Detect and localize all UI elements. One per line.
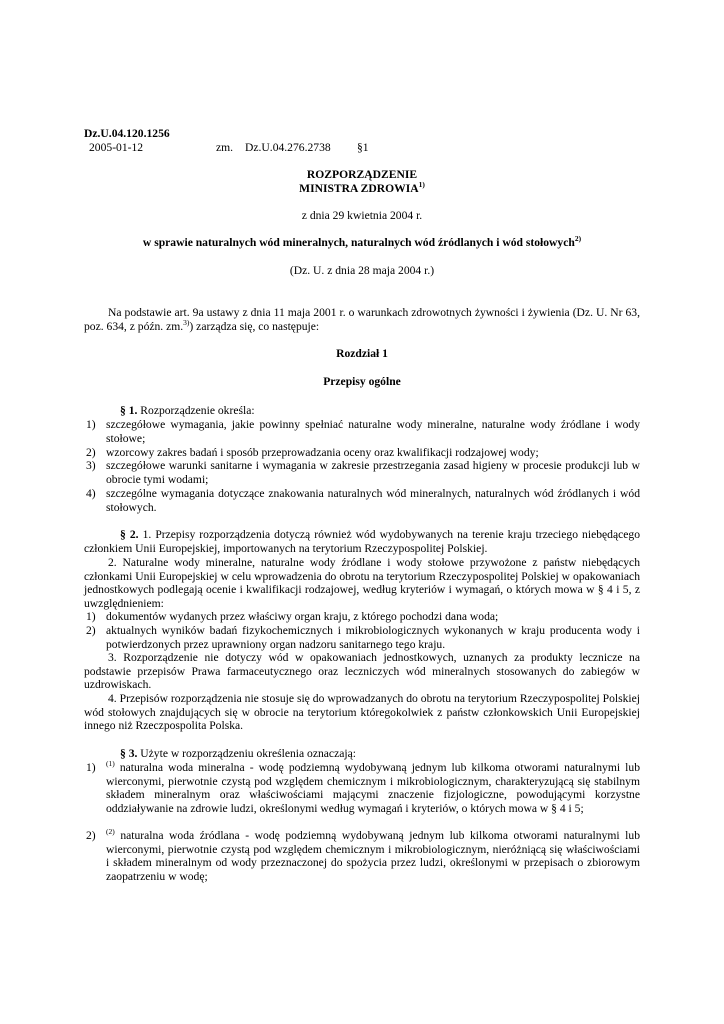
par1-intro-text: Rozporządzenie określa: <box>137 404 255 417</box>
item-number: 1) <box>86 761 96 774</box>
item-text: aktualnych wyników badań fizykochemicznych i mikrobiologicznych wykonanych w kraju producenta wody i potwierdzonych przez uprawniony organ nadzoru sanitarnego tego kraju. <box>106 624 640 651</box>
par2-p2: 2. Naturalne wody mineralne, naturalne wody źródlane i wody stołowe przywożone z państw niebędących członkami Unii Europejskiej w celu wprowadzenia do obrotu na terytorium Rzeczypospolitej Polskiej w opakowaniach jednostkowych podlegają ocenie i kwalifikacji rodzajowej, według kryteriów i wymagań, o których mowa w § 4 i 5, z uwzględnieniem: <box>84 556 640 610</box>
par2-p1 <box>84 528 640 555</box>
footnote-ref: 1) <box>418 180 425 189</box>
par3-intro-text: Użyte w rozporządzeniu określenia oznaczają: <box>137 747 356 760</box>
title-authority: MINISTRA ZDROWIA <box>299 182 419 195</box>
par2-p3: 3. Rozporządzenie nie dotyczy wód w opakowaniach jednostkowych, uznanych za produkty lecznicze na podstawie przepisów Prawa farmaceutycznego oraz leczniczych wód mineralnych stosowanych do zabiegów w uzdrowiskach. <box>84 651 640 692</box>
item-body <box>106 829 640 883</box>
item-number: 2) <box>86 829 96 842</box>
title-line1: ROZPORZĄDZENIE <box>306 168 418 181</box>
par3-label: § 3. <box>120 747 138 760</box>
item-body <box>106 761 640 815</box>
publication-info: (Dz. U. z dnia 28 maja 2004 r.) <box>289 264 435 277</box>
list-item <box>84 459 640 486</box>
par2-p1-text: 1. Przepisy rozporządzenia dotyczą również wód wydobywanych na terenie kraju trzeciego niebędącego członkiem Unii Europejskiej, importowanych na terytorium Rzeczypospolitej Polskiej. <box>84 528 640 555</box>
list-item <box>84 610 640 624</box>
title-date: z dnia 29 kwietnia 2004 r. <box>301 209 423 222</box>
footnote-ref: 3) <box>183 317 190 327</box>
footnote-ref: 2) <box>574 234 582 243</box>
item-text: wzorcowy zakres badań i sposób przeprowadzania oceny oraz kwalifikacji rodzajowej wody; <box>106 446 539 459</box>
item-text: dokumentów wydanych przez właściwy organ kraju, z którego pochodzi dana woda; <box>106 610 499 623</box>
doc-id: Dz.U.04.120.1256 <box>84 127 170 140</box>
par2-p4: 4. Przepisów rozporządzenia nie stosuje się do wprowadzanych do obrotu na terytorium Rzeczypospolitej Polskiej wód stołowych znajdujących się w obrocie na terytorium któregokolwiek z państw członkowskich Unii Europejskiej innego niż Rzeczpospolita Polska. <box>84 692 640 733</box>
list-item <box>84 418 640 445</box>
list-item <box>84 624 640 651</box>
footnote-ref: (2) <box>106 827 115 836</box>
title-line2 <box>84 182 640 196</box>
par1-intro <box>84 404 640 418</box>
item-number: 2) <box>86 624 96 637</box>
chapter-number: Rozdział 1 <box>336 347 388 360</box>
item-number: 2) <box>86 446 96 459</box>
preamble-text: Na podstawie art. 9a ustawy z dnia 11 maja 2001 r. o warunkach zdrowotnych żywności i żywienia (Dz. U. Nr 63, poz. 634, z późn. zm. <box>84 306 640 333</box>
list-item <box>84 761 640 815</box>
item-text: szczegółowe warunki sanitarne i wymagania w zakresie przestrzegania zasad higieny w procesie produkcji lub w obrocie tymi wodami; <box>106 459 640 486</box>
footnote-ref: (1) <box>106 759 115 768</box>
item-number: 1) <box>86 418 96 431</box>
list-item <box>84 487 640 514</box>
par2-label: § 2. <box>120 528 139 541</box>
par3-intro <box>84 747 640 761</box>
doc-date: 2005-01-12 <box>89 141 144 154</box>
item-text: szczegółowe wymagania, jakie powinny spełniać naturalne wody mineralne, naturalne wody źródlane i wody stołowe; <box>106 418 640 445</box>
list-item <box>84 446 640 460</box>
item-text: naturalna woda źródlana - wodę podziemną wydobywaną jednym lub kilkoma otworami naturalnymi lub wierconymi, pierwotnie czystą pod względem chemicznym i mikrobiologicznym, nieróżniącą się właściwościami i składem mineralnym od wody przeznaczonej do spożycia przez ludzi, określonymi w przepisach o zbiorowym zaopatrzeniu w wodę; <box>106 829 640 883</box>
amendment-ref: Dz.U.04.276.2738 <box>245 141 331 154</box>
subject-text: w sprawie naturalnych wód mineralnych, naturalnych wód źródlanych i wód stołowych <box>142 236 575 249</box>
item-text: szczególne wymagania dotyczące znakowania naturalnych wód mineralnych, naturalnych wód źródlanych i wód stołowych. <box>106 487 640 514</box>
amendment-label: zm. <box>216 141 234 154</box>
preamble-text-end: ) zarządza się, co następuje: <box>189 319 320 333</box>
preamble <box>84 306 640 333</box>
chapter-title: Przepisy ogólne <box>323 375 401 388</box>
section-ref: §1 <box>357 141 369 154</box>
par1-label: § 1. <box>120 404 138 417</box>
item-text: naturalna woda mineralna - wodę podziemną wydobywaną jednym lub kilkoma otworami naturalnymi lub wierconymi, pierwotnie czystą pod względem chemicznym i mikrobiologicznym, charakteryzującą się stabilnym składem mineralnym oraz właściwościami mającymi znaczenie fizjologiczne, powodującymi korzystne oddziaływanie na zdrowie ludzi, określonymi według wymagań i kryteriów, o których mowa w § 4 i 5; <box>106 761 640 815</box>
item-number: 4) <box>86 487 96 500</box>
item-number: 3) <box>86 459 96 472</box>
list-item <box>84 829 640 883</box>
item-number: 1) <box>86 610 96 623</box>
title-subject <box>84 236 640 250</box>
